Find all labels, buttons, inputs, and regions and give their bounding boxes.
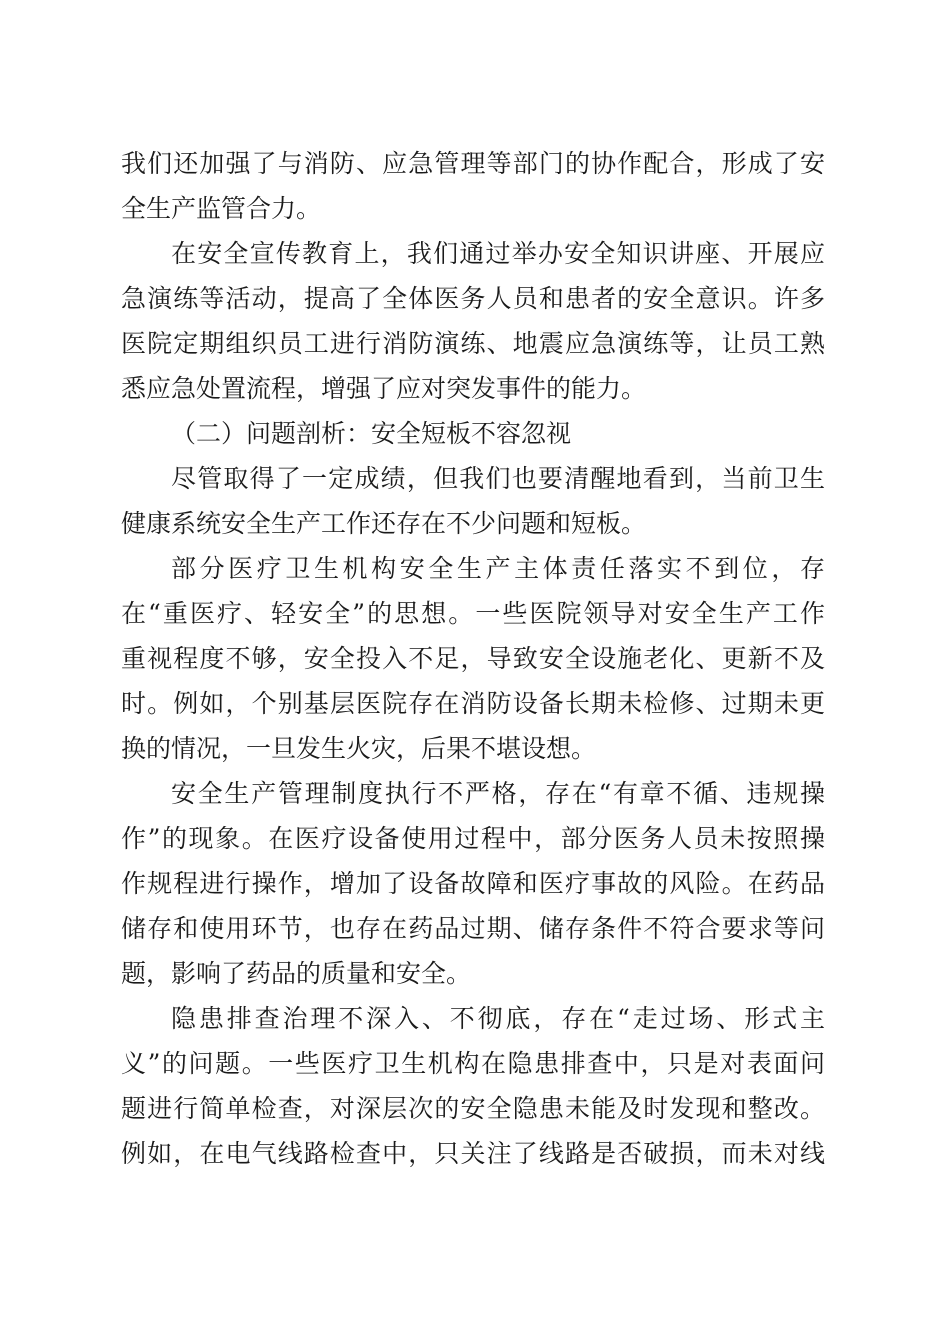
- paragraph-6-line-1: 隐患排查治理不深入、不彻底，存在“走过场、形式主: [171, 1004, 825, 1033]
- paragraph-6-line-4: 例如，在电气线路检查中，只关注了线路是否破损，而未对线: [121, 1139, 825, 1168]
- paragraph-6-line-3: 题进行简单检查，对深层次的安全隐患未能及时发现和整改。: [121, 1094, 825, 1123]
- paragraph-1-line-2: 全生产监管合力。: [121, 194, 322, 223]
- paragraph-5-line-1: 安全生产管理制度执行不严格，存在“有章不循、违规操: [171, 779, 825, 808]
- paragraph-4-line-5: 换的情况，一旦发生火灾，后果不堪设想。: [121, 734, 597, 763]
- paragraph-4-line-3: 重视程度不够，安全投入不足，导致安全设施老化、更新不及: [121, 644, 825, 673]
- paragraph-3-line-2: 健康系统安全生产工作还存在不少问题和短板。: [121, 509, 647, 538]
- section-heading: （二）问题剖析：安全短板不容忽视: [171, 419, 572, 448]
- paragraph-2-line-1: 在安全宣传教育上，我们通过举办安全知识讲座、开展应: [171, 239, 825, 268]
- paragraph-2-line-2: 急演练等活动，提高了全体医务人员和患者的安全意识。许多: [121, 284, 825, 313]
- paragraph-4-line-4: 时。例如，个别基层医院存在消防设备长期未检修、过期未更: [121, 689, 825, 718]
- paragraph-5-line-3: 作规程进行操作，增加了设备故障和医疗事故的风险。在药品: [121, 869, 825, 898]
- paragraph-3-line-1: 尽管取得了一定成绩，但我们也要清醒地看到，当前卫生: [171, 464, 825, 493]
- paragraph-1-line-1: 我们还加强了与消防、应急管理等部门的协作配合，形成了安: [121, 149, 825, 178]
- paragraph-5-line-4: 储存和使用环节，也存在药品过期、储存条件不符合要求等问: [121, 914, 825, 943]
- paragraph-4-line-1: 部分医疗卫生机构安全生产主体责任落实不到位，存: [171, 554, 825, 583]
- paragraph-6-line-2: 义”的问题。一些医疗卫生机构在隐患排查中，只是对表面问: [121, 1049, 825, 1078]
- paragraph-2-line-3: 医院定期组织员工进行消防演练、地震应急演练等，让员工熟: [121, 329, 825, 358]
- paragraph-4-line-2: 在“重医疗、轻安全”的思想。一些医院领导对安全生产工作: [121, 599, 825, 628]
- paragraph-5-line-2: 作”的现象。在医疗设备使用过程中，部分医务人员未按照操: [121, 824, 825, 853]
- paragraph-2-line-4: 悉应急处置流程，增强了应对突发事件的能力。: [121, 374, 647, 403]
- paragraph-5-line-5: 题，影响了药品的质量和安全。: [121, 959, 472, 988]
